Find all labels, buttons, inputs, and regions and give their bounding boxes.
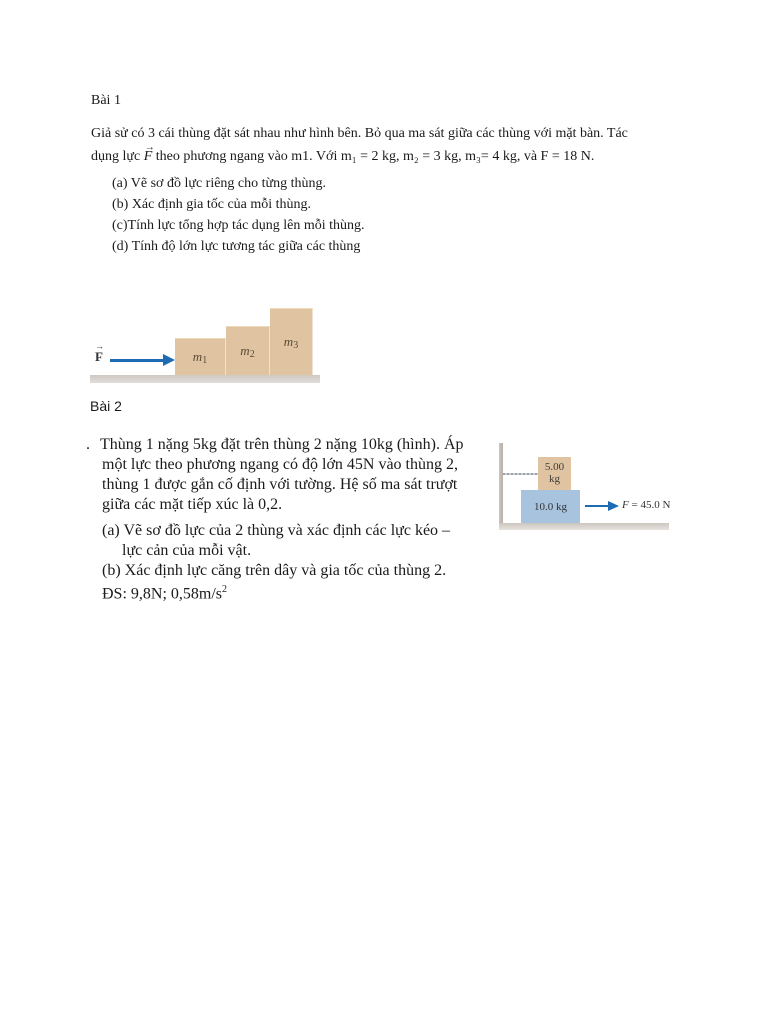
force-arrow-icon [110, 359, 170, 362]
statement-suffix: theo phương ngang vào m1. Với m₁ = 2 kg, m₂ = 3 kg, m₃= 4 kg, và F = 18 N. [152, 149, 595, 164]
box-m3 [270, 308, 313, 375]
statement-line-2: một lực theo phương ngang có độ lớn 45N vào thùng 2, [102, 456, 458, 473]
three-boxes-figure [88, 300, 322, 386]
box-label: m [192, 349, 203, 364]
statement-line-4: giữa các mặt tiếp xúc là 0,2. [102, 496, 283, 513]
question-a: (a) Vẽ sơ đồ lực riêng cho từng thùng. [112, 176, 326, 191]
statement-line-1: Thùng 1 nặng 5kg đặt trên thùng 2 nặng 10kg (hình). Áp [100, 436, 464, 453]
force-arrowhead-icon [608, 501, 619, 511]
exercise-2-title: Bài 2 [90, 398, 122, 414]
box-mass-value: 5.00 [544, 461, 565, 473]
ground-surface [90, 375, 320, 383]
box-5kg [538, 457, 571, 490]
wall [499, 443, 503, 525]
force-arrowhead-icon [163, 354, 175, 366]
statement-line-1: Giả sử có 3 cái thùng đặt sát nhau như hình bên. Bỏ qua ma sát giữa các thùng với mặt bàn. Tác [91, 126, 628, 141]
question-a-continued: lực cản của mỗi vật. [122, 542, 252, 559]
statement-line-3: thùng 1 được gắn cố định với tường. Hệ số ma sát trượt [102, 476, 458, 493]
exercise-2-statement [86, 435, 464, 515]
box-subscript: 1 [202, 354, 208, 366]
question-a: (a) Vẽ sơ đồ lực của 2 thùng và xác định các lực kéo – [102, 522, 451, 539]
box-subscript: 2 [249, 348, 255, 360]
exercise-1-questions [112, 173, 365, 257]
box-10kg: 10.0 kg [521, 490, 580, 523]
stacked-boxes-figure [488, 440, 678, 540]
box-label: m [240, 343, 250, 358]
exercise-2-questions [102, 521, 450, 581]
list-bullet: . [86, 436, 90, 453]
rope [503, 473, 539, 475]
floor-surface [499, 523, 669, 530]
question-c: (c)Tính lực tổng hợp tác dụng lên mỗi thùng. [112, 218, 365, 233]
force-label [622, 499, 670, 511]
question-d: (d) Tính độ lớn lực tương tác giữa các thùng [112, 239, 361, 254]
exercise-1-title: Bài 1 [91, 93, 121, 108]
force-symbol: F [622, 499, 629, 511]
box-label: m [283, 334, 294, 349]
force-label: → F [95, 349, 103, 365]
answer-text: ĐS: 9,8N; 0,58m/s [102, 585, 223, 603]
answer-superscript: 2 [222, 584, 228, 595]
box-subscript: 3 [293, 339, 299, 351]
exercise-1-statement [91, 122, 628, 168]
question-b: (b) Xác định gia tốc của mỗi thùng. [112, 197, 312, 212]
answer-key [102, 584, 227, 603]
force-value: = 45.0 N [628, 499, 671, 511]
statement-line-2 [91, 145, 628, 168]
statement-prefix: dụng lực [91, 149, 144, 164]
box-mass-unit: kg [549, 473, 560, 485]
question-b: (b) Xác định lực căng trên dây và gia tốc của thùng 2. [102, 562, 447, 579]
force-vector-symbol: → F [144, 145, 153, 168]
box-m1 [175, 338, 226, 375]
box-m2 [226, 326, 270, 375]
